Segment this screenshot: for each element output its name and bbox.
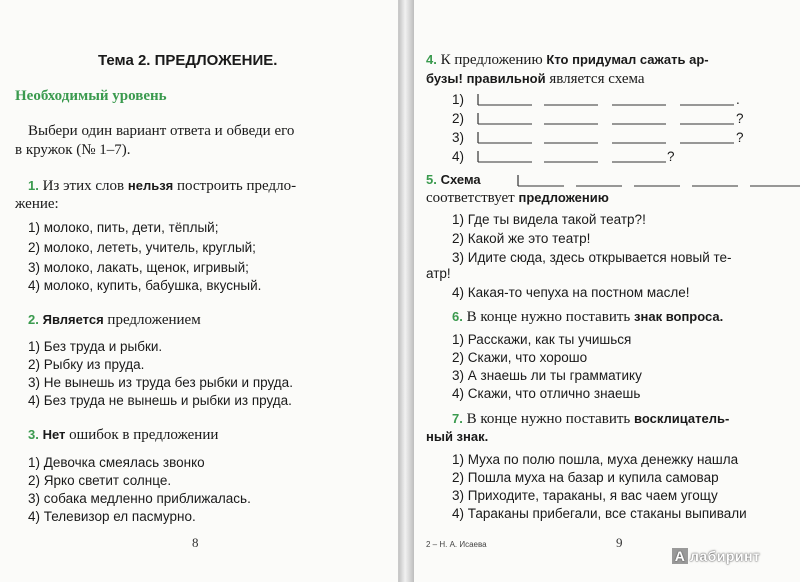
question-7-continuation: ный знак. [426, 429, 489, 444]
scheme-5-diagram [516, 172, 800, 190]
question-1: 1. Из этих слов нельзя построить предло- [28, 178, 297, 194]
scheme-label[interactable]: 2) [452, 111, 465, 126]
q5-option[interactable]: 1) Где ты видела такой театр?! [452, 212, 646, 227]
q5-option[interactable]: 3) Идите сюда, здесь открывается новый те- [452, 250, 732, 265]
scheme-label[interactable]: 4) [452, 149, 465, 164]
q6-option[interactable]: 3) А знаешь ли ты грамматику [452, 368, 642, 383]
question-4: 4. К предложению Кто придумал сажать ар- [426, 52, 709, 68]
scheme-diagram [474, 90, 764, 170]
scheme-label[interactable]: 3) [452, 130, 465, 145]
q5-option[interactable]: 4) Какая-то чепуха на постном масле! [452, 285, 690, 300]
q1-option[interactable]: 3) молоко, лакать, щенок, игривый; [28, 260, 249, 275]
page-number: 8 [192, 535, 199, 550]
q6-option[interactable]: 4) Скажи, что отлично знаешь [452, 386, 641, 401]
q3-option[interactable]: 4) Телевизор ел пасмурно. [28, 509, 196, 524]
q7-option[interactable]: 3) Приходите, тараканы, я вас чаем угощу [452, 488, 718, 503]
page-number: 9 [616, 535, 623, 550]
question-2: 2. Является предложением [28, 312, 201, 328]
q7-option[interactable]: 4) Тараканы прибегали, все стаканы выпивали [452, 506, 747, 521]
level-heading: Необходимый уровень [15, 88, 167, 104]
q3-option[interactable]: 2) Ярко светит солнце. [28, 473, 172, 488]
question-1-continuation: жение: [15, 196, 59, 212]
question-3: 3. Нет ошибок в предложении [28, 427, 219, 443]
q2-option[interactable]: 1) Без труда и рыбки. [28, 339, 163, 354]
scheme-end-mark: ? [667, 149, 675, 164]
labirint-icon: A [672, 548, 688, 564]
scheme-label[interactable]: 1) [452, 92, 465, 107]
question-6: 6. В конце нужно поставить знак вопроса. [452, 309, 724, 325]
scheme-end-mark: ? [736, 130, 744, 145]
q3-option[interactable]: 3) собака медленно приближалась. [28, 491, 251, 506]
q2-option[interactable]: 2) Рыбку из пруда. [28, 357, 145, 372]
q1-option[interactable]: 4) молоко, купить, бабушка, вкусный. [28, 278, 262, 293]
q6-option[interactable]: 1) Расскажи, как ты учишься [452, 332, 632, 347]
right-page [414, 0, 800, 582]
q7-option[interactable]: 1) Муха по полю пошла, муха денежку нашла [452, 452, 739, 467]
q7-option[interactable]: 2) Пошла муха на базар и купила самовар [452, 470, 719, 485]
q5-option-continuation: атр! [426, 266, 451, 281]
instruction-line-1: Выбери один вариант ответа и обведи его [28, 123, 295, 139]
question-5: 5. Схема [426, 172, 481, 187]
question-4-continuation: бузы! правильной является схема [426, 71, 645, 87]
footer-note: 2 – Н. А. Исаева [426, 540, 487, 549]
scheme-end-mark: ? [736, 111, 744, 126]
book-gutter [398, 0, 414, 582]
watermark-logo: A лабиринт [672, 548, 760, 564]
instruction-line-2: в кружок (№ 1–7). [15, 142, 131, 158]
q1-option[interactable]: 1) молоко, пить, дети, тёплый; [28, 220, 219, 235]
q3-option[interactable]: 1) Девочка смеялась звонко [28, 455, 205, 470]
question-7: 7. В конце нужно поставить восклицатель- [452, 411, 730, 427]
q1-option[interactable]: 2) молоко, лететь, учитель, круглый; [28, 240, 256, 255]
q2-option[interactable]: 4) Без труда не вынешь и рыбки из пруда. [28, 393, 292, 408]
q2-option[interactable]: 3) Не вынешь из труда без рыбки и пруда. [28, 375, 293, 390]
topic-title: Тема 2. ПРЕДЛОЖЕНИЕ. [98, 52, 278, 69]
scheme-end-mark: . [736, 92, 740, 107]
left-page [0, 0, 399, 582]
q5-option[interactable]: 2) Какой же это театр! [452, 231, 591, 246]
q6-option[interactable]: 2) Скажи, что хорошо [452, 350, 588, 365]
question-5-continuation: соответствует предложению [426, 190, 609, 206]
question-number: 1. [28, 178, 39, 193]
